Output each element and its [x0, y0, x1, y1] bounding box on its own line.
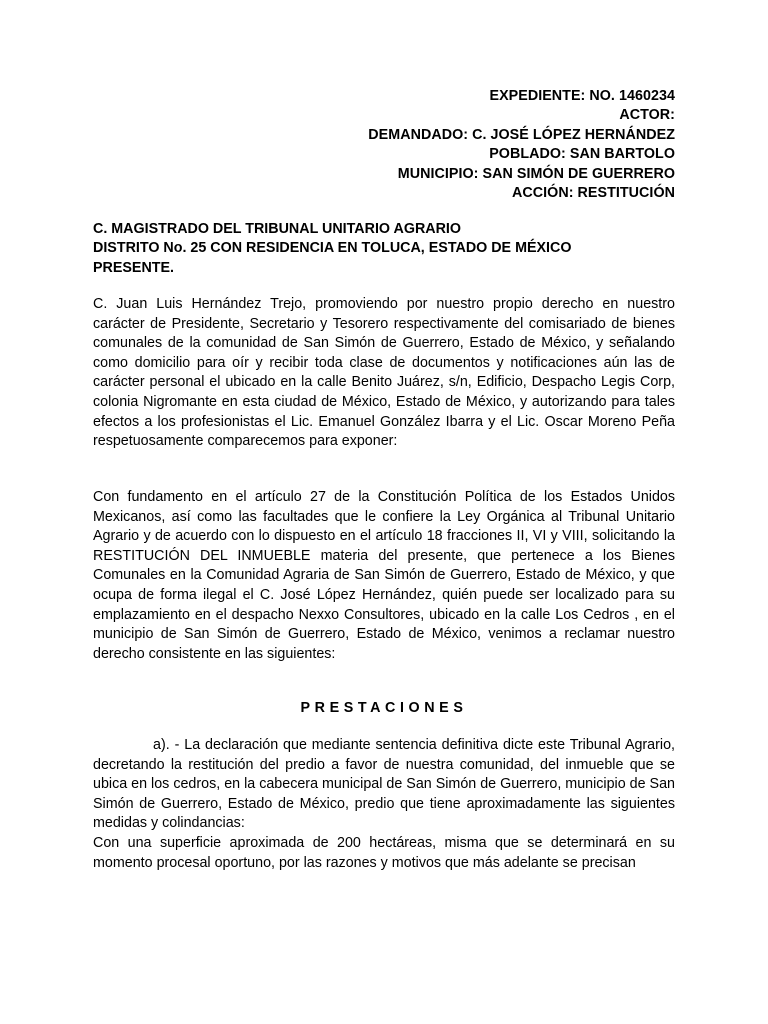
case-header — [93, 87, 675, 203]
case-municipality: MUNICIPIO: SAN SIMÓN DE GUERRERO — [397, 165, 675, 182]
body-paragraph-claim-a: a). - La declaración que mediante sentencia definitiva dicte este Tribunal Agrario, decretando la restitución del predio a favor de nuestra comunidad, del inmueble que se ubica en los cedros, en la cabecera municipal de San Simón de Guerrero, municipio de San Simón de Guerrero, Estado de México, predio que tiene aproximadamente las siguientes medidas y colindancias: — [93, 737, 675, 832]
addressee-magistrate: C. MAGISTRADO DEL TRIBUNAL UNITARIO AGRARIO — [93, 221, 462, 237]
addressee-district: DISTRITO No. 25 CON RESIDENCIA EN TOLUCA, ESTADO DE MÉXICO — [93, 240, 572, 257]
addressee-present: PRESENTE. — [93, 259, 175, 276]
body-paragraph-intro: C. Juan Luis Hernández Trejo, promoviendo por nuestro propio derecho en nuestro carácter de Presidente, Secretario y Tesorero respectivamente del comisariado de bienes comunales de la comunidad de San Simón de Guerrero, Estado de México, y señalando como domicilio para oír y recibir toda clase de documentos y notificaciones aún las de carácter personal el ubicado en la calle Benito Juárez, s/n, Edificio, Despacho Legis Corp, colonia Nigromante en esta ciudad de México, Estado de México, y autorizando para tales efectos a los profesionistas el Lic. Emanuel González Ibarra y el Lic. Oscar Moreno Peña respetuosamente comparecemos para exponer: — [93, 296, 675, 450]
body-paragraph-grounds: Con fundamento en el artículo 27 de la Constitución Política de los Estados Unidos Mexicanos, así como las facultades que le confiere la Ley Orgánica al Tribunal Unitario Agrario y de acuerdo con lo dispuesto en el artículo 18 fracciones II, VI y VIII, solicitando la RESTITUCIÓN DEL INMUEBLE materia del presente, que pertenece a los Bienes Comunales en la Comunidad Agraria de San Simón de Guerrero, Estado de México, y que ocupa de forma ilegal el C. José López Hernández, quién puede ser localizado para su emplazamiento en el despacho Nexxo Consultores, ubicado en la calle Los Cedros , en el municipio de San Simón de Guerrero, Estado de México, venimos a reclamar nuestro derecho consistente en las siguientes: — [93, 489, 675, 662]
case-town: POBLADO: SAN BARTOLO — [489, 146, 675, 163]
case-defendant: DEMANDADO: C. JOSÉ LÓPEZ HERNÁNDEZ — [368, 126, 675, 143]
case-action: ACCIÓN: RESTITUCIÓN — [512, 185, 675, 202]
addressee-block — [93, 220, 675, 278]
body-paragraph-surface: Con una superficie aproximada de 200 hectáreas, misma que se determinará en su momento procesal oportuno, por las razones y motivos que más adelante se precisan — [93, 835, 675, 871]
section-title-prestaciones: PRESTACIONES — [300, 700, 468, 716]
case-file-number: EXPEDIENTE: NO. 1460234 — [489, 88, 675, 104]
case-plaintiff: ACTOR: — [619, 107, 675, 124]
